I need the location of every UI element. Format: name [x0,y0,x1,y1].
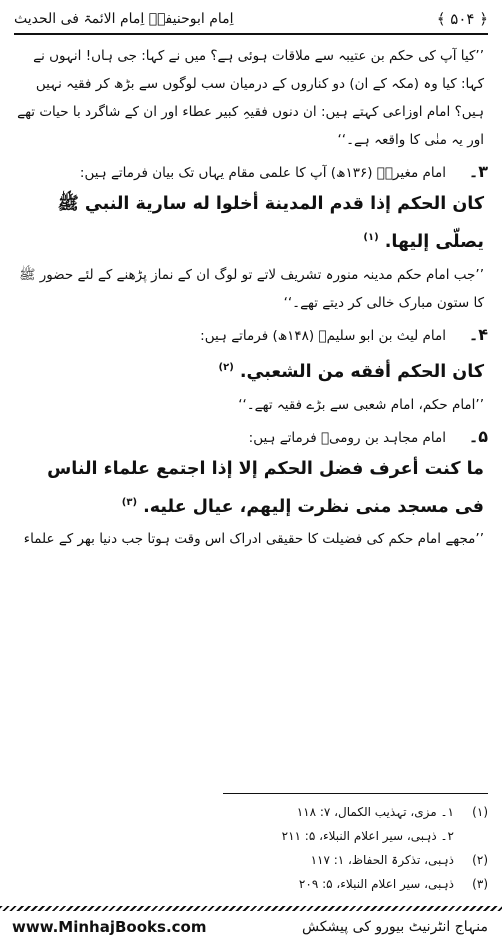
footnote-ref-1: (۱) [363,232,379,243]
footnote [16,848,488,872]
item-3-text: امام مغیرہؒ (۱۳۶ھ) آپ کا علمی مقام یہاں تک بیان فرماتے ہیں: [79,165,446,181]
footnote-text: ۱۔ مزی، تہذیب الکمال، ۷: ۱۱۸ [296,805,454,819]
item-3-number: ۳۔ [468,162,488,181]
item-4-text: امام لیث بن ابو سلیمؒ (۱۴۸ھ) فرماتے ہیں: [200,327,446,344]
website-url: www.MinhajBooks.com [12,918,207,936]
footnote-rule [223,793,488,794]
footer-rule [0,906,502,911]
footnote [16,872,488,896]
footnote [16,824,488,848]
footnote-ref-3: (۳) [121,496,138,508]
header-rule [14,33,488,35]
page-header [14,6,488,32]
footnote-mark: (۱) [472,805,488,819]
page-number: ﴿ ۵۰۴ ﴾ [436,10,488,28]
page-body [16,42,488,553]
arabic-quote-4 [16,351,488,389]
urdu-translation-3: ’’جب امام حکم مدینہ منورہ تشریف لاتے تو لوگ ان کے نماز پڑھنے کے لئے حضور ﷺ کا ستون مبارک خالی کر دیتے تھے۔‘‘ [19,266,484,311]
arabic-quote-3-text: كان الحكم إذا قدم المدينة أخلوا له سارية النبي ﷺ يصلّى إليها. [57,194,484,252]
item-5-text: امام مجاہد بن رومیؒ فرماتے ہیں: [248,429,446,446]
item-4-number: ۴۔ [468,324,488,344]
footnote-text: ۲۔ ذہبی، سیر اعلام النبلاء، ۵: ۲۱۱ [281,829,454,843]
item-5 [16,425,488,451]
item-4 [16,323,488,349]
publisher-brand: منہاج انٹرنیٹ بیورو کی پیشکش [301,919,488,935]
item-3 [16,160,488,186]
footnote [16,800,488,824]
footnotes [16,800,488,896]
running-title: اِمام ابوحنیفہؒ اِمام الائمۃ فی الحدیث [14,11,234,27]
urdu-translation-4: ’’امام حکم، امام شعبی سے بڑے فقیہ تھے۔‘‘ [238,396,484,413]
footnote-mark: (۲) [472,853,488,867]
item-5-number: ۵۔ [468,426,488,446]
arabic-quote-5 [16,453,488,524]
footnote-ref-2: (۲) [218,361,234,373]
footnote-text: ذہبی، سیر اعلام النبلاء، ۵: ۲۰۹ [298,877,454,891]
arabic-quote-4-text: كان الحكم أفقه من الشعبي. [239,361,484,382]
page-footer [12,914,488,940]
urdu-paragraph-1: ’’کیا آپ کی حکم بن عتیبہ سے ملاقات ہوئی ہے؟ میں نے کہا: جی ہاں! انہوں نے کہا: کیا وہ (مکہ کے ان) دو کناروں کے درمیان سب لوگوں سے بڑھ کر فقیہ نہیں ہیں؟ امام اوزاعی کہتے ہیں: ان دنوں فقیہِ کبیر عطاء اور ان کے شاگرد با حیات تھے اور یہ منٰی کا واقعہ ہے۔‘‘ [17,48,484,148]
arabic-quote-5-text: ما كنت أعرف فضل الحكم إلا إذا اجتمع علماء الناس فى مسجد منى نظرت إليهم، عيال عليه. [47,458,484,517]
footnote-text: ذہبی، تذکرۃ الحفاظ، ۱: ۱۱۷ [310,853,454,867]
arabic-quote-3 [16,188,488,259]
urdu-translation-5: ’’مجھے امام حکم کی فضیلت کا حقیقی ادراک اس وقت ہوتا جب دنیا بھر کے علماء [23,531,484,548]
footnote-mark [454,824,488,848]
footnote-mark: (۳) [472,877,488,891]
